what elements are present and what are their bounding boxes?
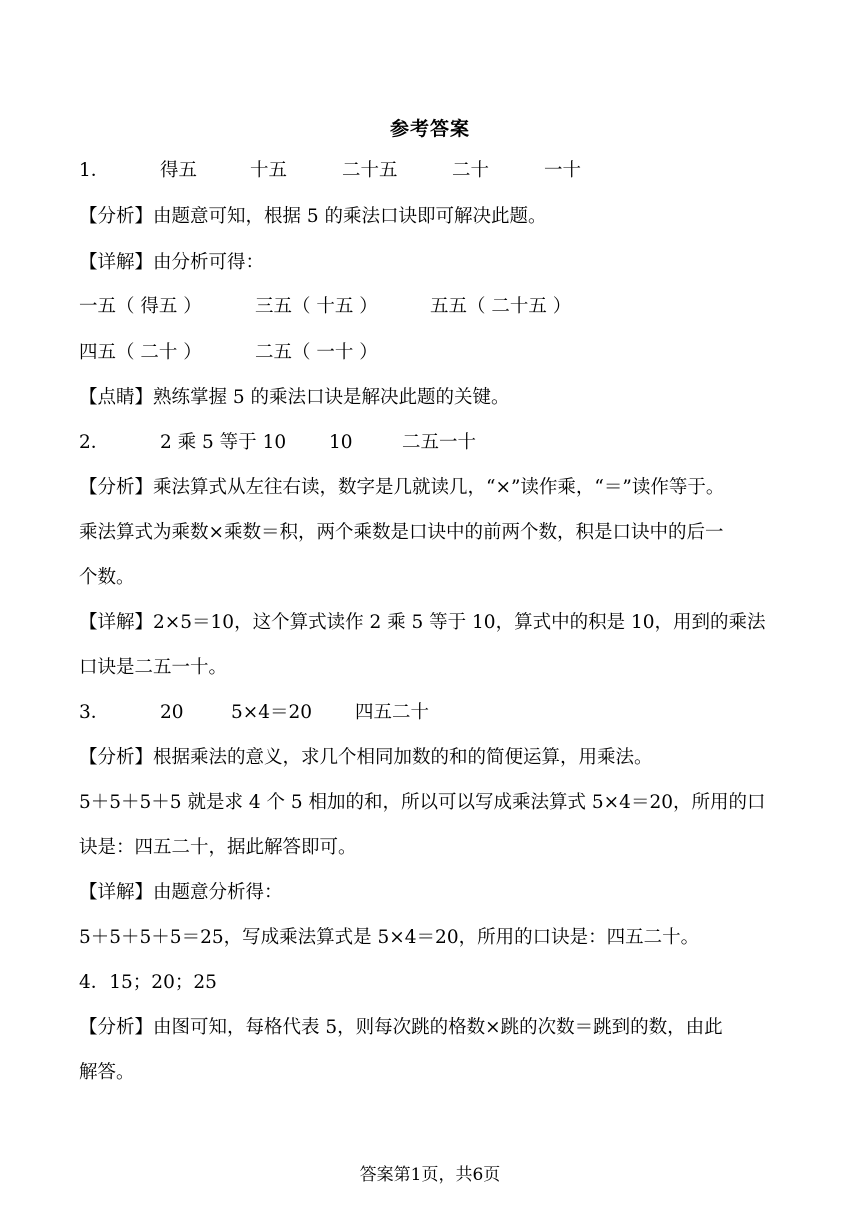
q3-answer-1: 20 [160, 702, 184, 723]
q1-answer-2: 十五 [250, 160, 288, 181]
q2-answer-3: 二五一十 [402, 432, 477, 453]
q1-detail-item: 二五（ 一十 ） [255, 342, 378, 363]
q4-analysis-line: 【分析】由图可知，每格代表 5，则每次跳的格数×跳的次数＝跳到的数，由此 [79, 1017, 723, 1038]
q1-detail-item: 四五（ 二十 ） [79, 342, 202, 363]
q1-detail-item: 五五（ 二十五 ） [430, 296, 572, 317]
q4-answer: 4．15；20；25 [79, 972, 217, 993]
q1-detail-heading: 【详解】由分析可得： [79, 252, 265, 273]
q2-answer-1: 2 乘 5 等于 10 [160, 432, 287, 453]
q1-tip: 【点睛】熟练掌握 5 的乘法口诀是解决此题的关键。 [79, 387, 510, 408]
q1-number: 1． [79, 160, 110, 181]
q1-answer-5: 一十 [544, 160, 582, 181]
q2-analysis-line: 个数。 [79, 567, 135, 588]
q1-answer-3: 二十五 [342, 160, 398, 181]
q3-analysis-line: 【分析】根据乘法的意义，求几个相同加数的和的简便运算，用乘法。 [79, 747, 653, 768]
q1-detail-item: 一五（ 得五 ） [79, 296, 202, 317]
q1-analysis: 【分析】由题意可知，根据 5 的乘法口诀即可解决此题。 [79, 206, 547, 227]
q3-answer-2: 5×4＝20 [231, 702, 313, 723]
q1-answer-4: 二十 [452, 160, 490, 181]
q3-number: 3． [79, 702, 110, 723]
page-footer: 答案第1页，共6页 [359, 1165, 501, 1185]
q1-answer-1: 得五 [160, 160, 198, 181]
q1-detail-item: 三五（ 十五 ） [255, 296, 378, 317]
q2-analysis-line: 【分析】乘法算式从左往右读，数字是几就读几，“×”读作乘，“＝”读作等于。 [79, 477, 725, 498]
page-title: 参考答案 [389, 118, 470, 140]
q2-detail-line: 口诀是二五一十。 [79, 657, 228, 678]
q2-detail-line: 【详解】2×5＝10，这个算式读作 2 乘 5 等于 10，算式中的积是 10，用到的乘法 [79, 612, 766, 633]
q3-detail: 5＋5＋5＋5＝25，写成乘法算式是 5×4＝20，所用的口诀是：四五二十。 [79, 927, 700, 948]
q3-answer-3: 四五二十 [355, 702, 430, 723]
q2-analysis-line: 乘法算式为乘数×乘数＝积，两个乘数是口诀中的前两个数，积是口诀中的后一 [79, 522, 724, 543]
q2-answer-2: 10 [329, 432, 353, 453]
q2-number: 2． [79, 432, 110, 453]
q4-analysis-line: 解答。 [79, 1062, 135, 1083]
q3-analysis-line: 诀是：四五二十，据此解答即可。 [79, 837, 357, 858]
q3-analysis-line: 5＋5＋5＋5 就是求 4 个 5 相加的和，所以可以写成乘法算式 5×4＝20，所用的口 [79, 792, 766, 813]
q3-detail-heading: 【详解】由题意分析得： [79, 882, 283, 903]
